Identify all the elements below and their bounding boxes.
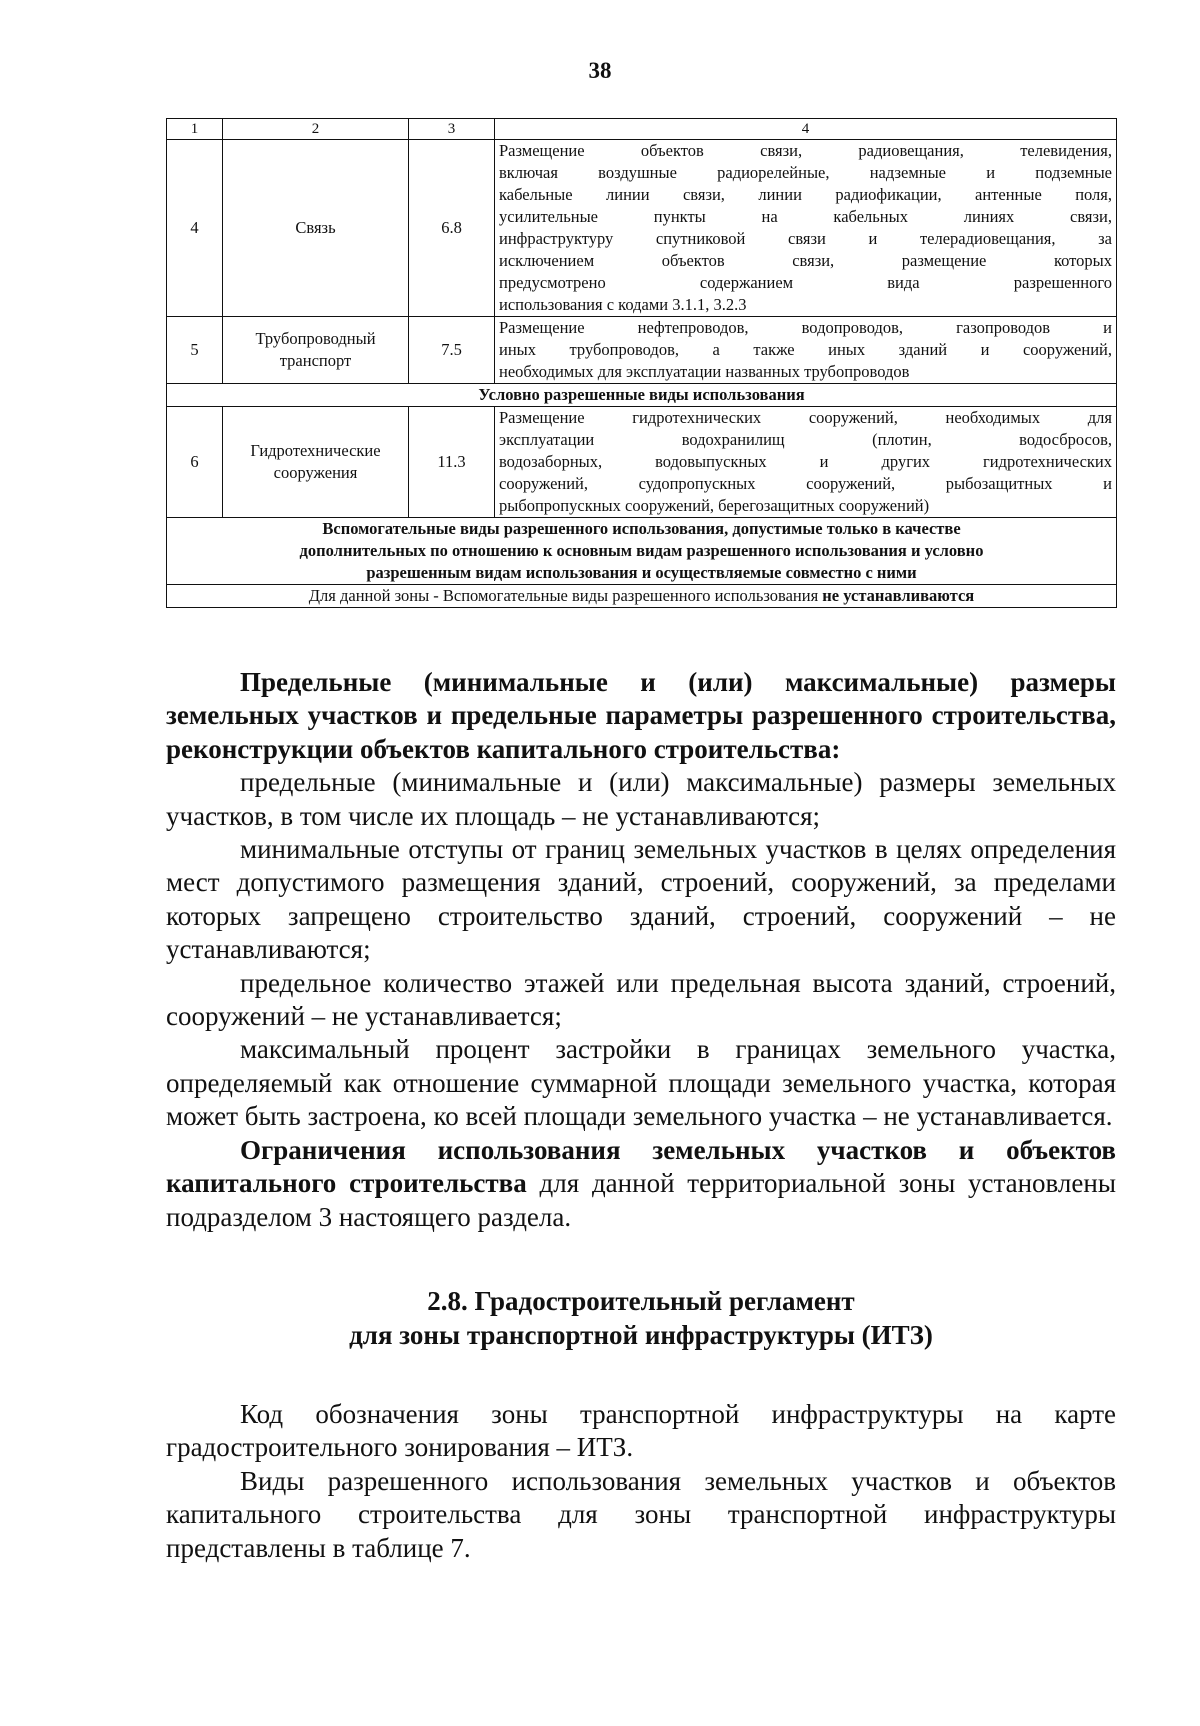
description-line: кабельные линии связи, линии радиофикации, антенные поля, — [499, 185, 1112, 204]
description-line: использования с кодами 3.1.1, 3.2.3 — [499, 295, 747, 314]
table-note-row — [167, 585, 1117, 608]
paragraph-table-reference: Виды разрешенного использования земельных участков и объектов капитального строительства для зоны транспортной инфраструктуры представлены в таблице 7. — [166, 1465, 1116, 1563]
row-number: 5 — [167, 317, 223, 384]
table-row — [167, 317, 1117, 384]
description-line: усилительные пункты на кабельных линиях связи, — [499, 207, 1112, 226]
description-line: включая воздушные радиорелейные, надземные и подземные — [499, 163, 1112, 182]
table-row — [167, 140, 1117, 317]
section-title-line: 2.8. Градостроительный регламент — [427, 1285, 855, 1316]
header-col-2: 2 — [223, 119, 409, 140]
auxiliary-uses-note — [167, 585, 1117, 608]
paragraph-coverage: максимальный процент застройки в границах земельного участка, определяемый как отношение суммарной площади земельного участка, которая может быть застроена, ко всей площади земельного участка – не устанавливается. — [166, 1034, 1116, 1132]
use-name-line: Гидротехнические — [250, 441, 381, 460]
use-code: 6.8 — [409, 140, 495, 317]
description-line: исключением объектов связи, размещение которых — [499, 251, 1112, 270]
description-line: необходимых для эксплуатации названных трубопроводов — [499, 362, 910, 381]
auxiliary-heading-line: дополнительных по отношению к основным видам разрешенного использования и условно — [299, 541, 984, 560]
auxiliary-uses-heading — [167, 518, 1117, 585]
permitted-use-table — [166, 118, 1117, 608]
description-line: иных трубопроводов, а также иных зданий и сооружений, — [499, 340, 1112, 359]
table-section-row — [167, 518, 1117, 585]
use-code: 7.5 — [409, 317, 495, 384]
note-text: Для данной зоны - Вспомогательные виды разрешенного использования — [308, 586, 823, 605]
header-col-1: 1 — [167, 119, 223, 140]
use-name-line: Трубопроводный — [255, 329, 376, 348]
use-name-line: транспорт — [279, 351, 352, 370]
paragraph-restrictions — [166, 1134, 1116, 1234]
use-name — [223, 317, 409, 384]
use-name: Связь — [223, 140, 409, 317]
page-number: 38 — [588, 58, 612, 83]
conditional-uses-heading: Условно разрешенные виды использования — [167, 384, 1117, 407]
paragraph-zone-code: Код обозначения зоны транспортной инфраструктуры на карте градостроительного зонирования – ИТЗ. — [166, 1398, 1116, 1463]
row-number: 6 — [167, 407, 223, 518]
use-description — [495, 317, 1117, 384]
row-number: 4 — [167, 140, 223, 317]
use-name — [223, 407, 409, 518]
auxiliary-heading-line: разрешенным видам использования и осуществляемые совместно с ними — [366, 563, 917, 582]
description-line: Размещение нефтепроводов, водопроводов, газопроводов и — [499, 318, 1112, 337]
description-line: инфраструктуру спутниковой связи и телерадиовещания, за — [499, 229, 1112, 248]
section-title — [166, 1284, 1116, 1352]
description-line: сооружений, судопропускных сооружений, рыбозащитных и — [499, 474, 1112, 493]
restrictions-text: для данной территориальной зоны установлены подразделом 3 настоящего раздела. — [166, 1168, 1116, 1232]
table-header-row — [167, 119, 1117, 140]
use-name-line: сооружения — [273, 463, 358, 482]
limits-heading-text: Предельные (минимальные и (или) максимальные) размеры земельных участков и предельные параметры разрешенного строительства, реконструкции объектов капитального строительства: — [166, 667, 1116, 764]
header-col-3: 3 — [409, 119, 495, 140]
table-row — [167, 407, 1117, 518]
auxiliary-heading-line: Вспомогательные виды разрешенного использования, допустимые только в качестве — [322, 519, 961, 538]
paragraph-plot-sizes: предельные (минимальные и (или) максимальные) размеры земельных участков, в том числе их площадь – не устанавливаются; — [166, 767, 1116, 831]
description-line: рыбопропускных сооружений, берегозащитных сооружений) — [499, 496, 930, 515]
description-line: Размещение объектов связи, радиовещания, телевидения, — [499, 141, 1112, 160]
restrictions-bold-text: Ограничения использования земельных участков и объектов капитального строительства — [166, 1134, 1116, 1199]
section-title-line: для зоны транспортной инфраструктуры (ИТЗ) — [349, 1319, 933, 1350]
paragraph-floors: предельное количество этажей или предельная высота зданий, строений, сооружений – не устанавливается; — [166, 967, 1116, 1032]
use-description — [495, 140, 1117, 317]
description-line: водозаборных, водовыпускных и других гидротехнических — [499, 452, 1112, 471]
header-col-4: 4 — [495, 119, 1117, 140]
description-line: эксплуатации водохранилищ (плотин, водосбросов, — [499, 430, 1112, 449]
table-section-row — [167, 384, 1117, 407]
note-emphasis: не устанавливаются — [822, 586, 975, 605]
use-description — [495, 407, 1117, 518]
use-code: 11.3 — [409, 407, 495, 518]
description-line: предусмотрено содержанием вида разрешенного — [499, 273, 1112, 292]
description-line: Размещение гидротехнических сооружений, необходимых для — [499, 408, 1112, 427]
paragraph-setbacks: минимальные отступы от границ земельных участков в целях определения мест допустимого размещения зданий, строений, сооружений, за пределами которых запрещено строительство зданий, строений, сооружений – не устанавливаются; — [166, 834, 1116, 965]
limits-heading — [166, 666, 1116, 766]
document-body — [166, 666, 1116, 1565]
